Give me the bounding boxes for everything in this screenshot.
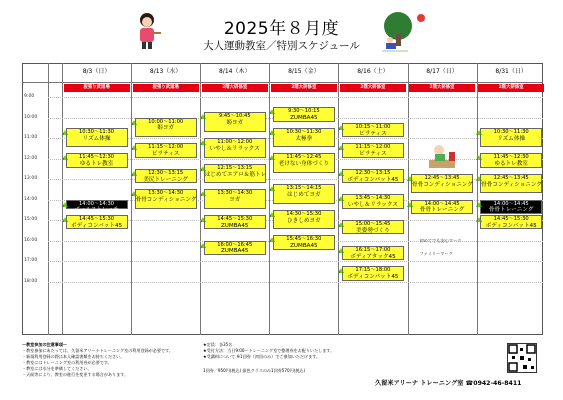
hour-gridline xyxy=(48,282,543,283)
beginner-mark-icon xyxy=(406,175,414,182)
class-block[interactable] xyxy=(135,169,197,183)
class-name: リズム体操 xyxy=(497,135,526,142)
class-block[interactable] xyxy=(204,138,266,158)
class-block[interactable] xyxy=(480,174,542,194)
notes-line: ★受講料について ※1回券（初回のみ）でご参加いただけます。 xyxy=(203,353,321,359)
class-time: 12:30〜13:15 xyxy=(148,169,184,176)
qr-code[interactable] xyxy=(507,343,537,373)
date-header: 8/14（木） xyxy=(218,68,251,75)
class-time: 16:00〜16:45 xyxy=(217,241,253,248)
class-time: 14:45〜15:30 xyxy=(217,215,253,222)
class-name: ゆるトレ教室 xyxy=(79,161,114,168)
beginner-mark-icon xyxy=(475,175,483,182)
date-header: 8/3（日） xyxy=(82,68,111,75)
class-name: 美尻トレーニング xyxy=(143,176,188,183)
class-name: ピラティス xyxy=(151,151,180,158)
class-block[interactable] xyxy=(480,153,542,167)
class-time: 13:15〜14:15 xyxy=(286,185,322,192)
class-block[interactable] xyxy=(342,143,404,157)
class-name: 骨骨コンディショニング xyxy=(481,181,542,188)
beginner-mark-icon xyxy=(337,267,345,274)
class-time: 12:45〜13:45 xyxy=(493,174,529,181)
class-name: 骨骨コンディショニング xyxy=(412,181,473,188)
notes-left xyxy=(22,342,173,378)
class-name: リズム体操 xyxy=(82,135,111,142)
beginner-mark-icon xyxy=(475,129,483,136)
class-block[interactable] xyxy=(204,241,266,255)
class-block[interactable] xyxy=(204,215,266,229)
beginner-mark-icon xyxy=(268,236,276,243)
date-header: 8/31（日） xyxy=(495,68,527,75)
hour-gridline xyxy=(48,97,543,98)
class-name: ピラティス xyxy=(359,130,387,137)
class-time: 13:45〜14:30 xyxy=(355,195,391,202)
class-time: 9:45〜10:45 xyxy=(218,113,251,120)
class-name: 美姿勢づくり xyxy=(356,227,390,234)
beginner-mark-icon xyxy=(475,216,483,223)
page-subtitle: 大人運動教室／特別スケジュール xyxy=(203,40,360,52)
venue-label: 板張り武道場 xyxy=(64,84,130,92)
class-name: 姫ヨガ xyxy=(226,120,244,127)
class-block[interactable] xyxy=(480,200,542,214)
class-time: 10:15〜11:00 xyxy=(355,123,391,130)
notes-title: ～教室参加の注意事項～ xyxy=(22,342,68,347)
class-time: 10:00〜11:00 xyxy=(148,118,184,125)
class-name: ボディコンバット45 xyxy=(347,274,399,281)
venue-label: 2階大研修室 xyxy=(478,84,544,92)
beginner-mark-icon xyxy=(268,108,276,115)
hour-label: 11:00 xyxy=(24,135,38,140)
class-block[interactable] xyxy=(273,153,335,173)
class-block[interactable] xyxy=(66,128,128,148)
venue-label: 2階大研修室 xyxy=(409,84,475,92)
class-block[interactable] xyxy=(204,189,266,209)
beginner-mark-icon xyxy=(337,195,345,202)
class-time: 9:30〜10:15 xyxy=(287,108,320,115)
beginner-mark-icon xyxy=(337,124,345,131)
class-name: いやし＆リラックス xyxy=(209,145,260,152)
notes-line: ・天候等により、教室の進行を変更する場合があります。 xyxy=(22,371,129,377)
class-name: 老けない身体づくり xyxy=(278,161,330,168)
notes-line: ・教室にはトレーニング室の利用券が必要です。 xyxy=(22,359,112,365)
notes-line: ・教室には水分を準備してください。 xyxy=(22,365,92,371)
class-name: 骨骨コンディショニング xyxy=(135,197,197,204)
class-name: ZUMBA45 xyxy=(220,248,249,255)
class-block[interactable] xyxy=(273,107,335,121)
class-block[interactable] xyxy=(411,174,473,194)
class-time: 14:00〜14:45 xyxy=(424,200,460,207)
class-time: 14:00〜14:45 xyxy=(493,200,529,207)
class-block[interactable] xyxy=(273,210,335,230)
class-name: いやし＆リラックス xyxy=(347,202,399,209)
beginner-mark-icon xyxy=(130,144,138,151)
class-name: はじめてヨガ xyxy=(287,192,321,199)
page-title: 2025年８月度 xyxy=(223,19,340,39)
class-time: 12:30〜13:15 xyxy=(355,169,391,176)
class-name: 姫ヨガ xyxy=(157,125,175,132)
beginner-mark-icon xyxy=(268,154,276,161)
class-time: 14:30〜15:30 xyxy=(286,210,322,217)
venue-label: 2階大研修室 xyxy=(202,84,268,92)
hour-gridline xyxy=(48,261,543,262)
class-time: 17:15〜18:00 xyxy=(355,267,391,274)
hour-label: 17:00 xyxy=(24,258,38,263)
class-block[interactable] xyxy=(480,128,542,148)
class-block[interactable] xyxy=(135,118,197,138)
class-block[interactable] xyxy=(273,128,335,148)
class-time: 15:45〜16:30 xyxy=(286,236,322,243)
class-block[interactable] xyxy=(342,220,404,234)
beginner-mark-icon xyxy=(130,119,138,126)
hour-label: 13:00 xyxy=(24,176,38,181)
class-name: 骨骨トレーニング xyxy=(419,207,465,214)
beginner-mark-icon xyxy=(268,211,276,218)
notes-line: ・教室参加にあたっては、久留米アリーナトレーニング室の利用登録が必要です。 xyxy=(22,347,173,353)
class-time: 13:30〜14:30 xyxy=(148,190,184,197)
class-block[interactable] xyxy=(135,143,197,157)
class-time: 11:00〜12:00 xyxy=(217,139,253,145)
date-header: 8/15（金） xyxy=(288,68,320,75)
beginner-mark-icon xyxy=(406,201,414,208)
class-time: 13:30〜14:30 xyxy=(217,190,253,197)
beginner-mark-icon xyxy=(337,144,345,151)
hour-label: 18:00 xyxy=(24,278,38,284)
date-header: 8/13（水） xyxy=(149,68,182,75)
date-header: 8/17（日） xyxy=(426,68,458,75)
beginner-mark-icon xyxy=(337,221,345,228)
class-time: 16:15〜17:00 xyxy=(355,246,391,253)
woman-illustration-icon xyxy=(132,10,162,50)
footer-contact: 久留米アリーナ トレーニング室 ☎0942-46-8411 xyxy=(375,380,522,387)
beginner-mark-icon xyxy=(61,201,69,208)
beginner-mark-icon xyxy=(199,216,207,223)
beginner-mark-icon xyxy=(199,113,207,120)
class-block[interactable] xyxy=(135,189,197,209)
hour-label: 12:00 xyxy=(24,155,38,161)
class-time: 15:00〜15:45 xyxy=(355,221,391,227)
class-name: ボディアタック45 xyxy=(350,253,396,260)
beginner-mark-icon xyxy=(268,185,276,192)
class-time: 11:15〜12:00 xyxy=(148,144,184,151)
beginner-mark-icon xyxy=(337,170,345,177)
class-name: ひきしめヨガ xyxy=(287,217,321,224)
class-time: 14:45〜15:30 xyxy=(79,215,115,222)
venue-label: 2階大研修室 xyxy=(271,84,337,92)
class-name: 太極拳 xyxy=(295,135,313,142)
class-block[interactable] xyxy=(204,164,266,184)
class-name: ZUMBA45 xyxy=(220,222,249,229)
class-name: 骨骨トレーニング xyxy=(488,207,534,214)
class-time: 11:45〜12:45 xyxy=(286,154,322,161)
class-name: はじめてエアロ＆筋トレ xyxy=(204,171,267,178)
legend-item: ファミリーマーク xyxy=(419,250,453,256)
class-name: ボディコンバット45 xyxy=(485,222,537,229)
class-block[interactable] xyxy=(273,184,335,204)
notes-line: 1回券／950円(税込) 最色クラスのみ1回券570円(税込) xyxy=(203,367,306,373)
class-block[interactable] xyxy=(342,266,404,280)
class-block[interactable] xyxy=(273,235,335,249)
class-block[interactable] xyxy=(342,194,404,208)
beginner-mark-icon xyxy=(199,165,207,172)
hour-label: 16:00 xyxy=(24,237,38,243)
venue-label: 板張り武道場 xyxy=(133,84,199,92)
class-name: ZUMBA45 xyxy=(290,115,318,122)
notes-middle xyxy=(203,342,334,374)
date-header: 8/16（土） xyxy=(357,68,389,75)
beginner-mark-icon xyxy=(130,170,138,177)
notes-line: ★受付方法：当日9:00～トレーニング室で整理券をお配りいたします。 xyxy=(203,347,335,353)
class-name: ヨガ xyxy=(229,197,241,204)
beginner-mark-icon xyxy=(61,216,69,223)
hour-label: 10:00 xyxy=(24,114,38,120)
class-name: ボディコンバット45 xyxy=(71,222,123,229)
beginner-mark-icon xyxy=(130,190,138,197)
beginner-mark-icon xyxy=(268,129,276,136)
class-time: 12:45〜13:45 xyxy=(424,174,460,181)
beginner-mark-icon xyxy=(199,139,207,146)
class-time: 11:45〜12:30 xyxy=(493,154,529,161)
class-time: 14:00〜14:30 xyxy=(79,200,115,207)
notes-line: ・新規利用登録の際は本人確認書類をお持ちください。 xyxy=(22,353,125,359)
class-block[interactable] xyxy=(66,153,128,167)
class-time: 10:30〜11:30 xyxy=(286,128,322,135)
beginner-mark-icon xyxy=(61,154,69,161)
class-block[interactable] xyxy=(480,215,542,229)
beginner-mark-icon xyxy=(199,242,207,249)
notes-line: ★定員：各35名 xyxy=(203,342,233,347)
class-block[interactable] xyxy=(342,246,404,260)
class-time: 14:45〜15:30 xyxy=(493,215,529,222)
hour-label: 15:00 xyxy=(24,217,38,222)
header-divider xyxy=(22,82,543,83)
class-name: ZUMBA45 xyxy=(290,243,318,250)
class-name: ピラティス xyxy=(359,151,387,158)
class-block[interactable] xyxy=(411,200,473,214)
beginner-mark-icon xyxy=(337,247,345,254)
tree-yoga-illustration-icon xyxy=(378,10,428,55)
class-block[interactable] xyxy=(342,123,404,137)
class-time: 11:45〜12:30 xyxy=(79,154,115,161)
class-name: ボディコンバット45 xyxy=(347,176,399,183)
class-time: 10:30〜11:30 xyxy=(493,128,529,135)
class-name: ボールストレッチ xyxy=(74,207,119,214)
beginner-mark-icon xyxy=(61,129,69,136)
venue-label: 2階大研修室 xyxy=(340,84,406,92)
class-block[interactable] xyxy=(204,112,266,132)
class-time: 11:15〜12:00 xyxy=(355,144,391,151)
beginner-mark-icon xyxy=(475,201,483,208)
class-block[interactable] xyxy=(342,169,404,183)
beginner-mark-icon xyxy=(475,154,483,161)
hour-label: 9:00 xyxy=(24,94,35,99)
class-time: 10:30〜11:30 xyxy=(79,128,115,135)
legend-item: 初めてでも安心マーク xyxy=(419,238,462,244)
class-time: 12:15〜13:15 xyxy=(217,164,253,171)
class-block[interactable] xyxy=(66,200,128,214)
hour-label: 14:00 xyxy=(24,196,38,202)
resting-person-illustration-icon xyxy=(425,140,459,170)
class-block[interactable] xyxy=(66,215,128,229)
beginner-mark-icon xyxy=(199,190,207,197)
class-name: ゆるトレ教室 xyxy=(494,161,528,168)
